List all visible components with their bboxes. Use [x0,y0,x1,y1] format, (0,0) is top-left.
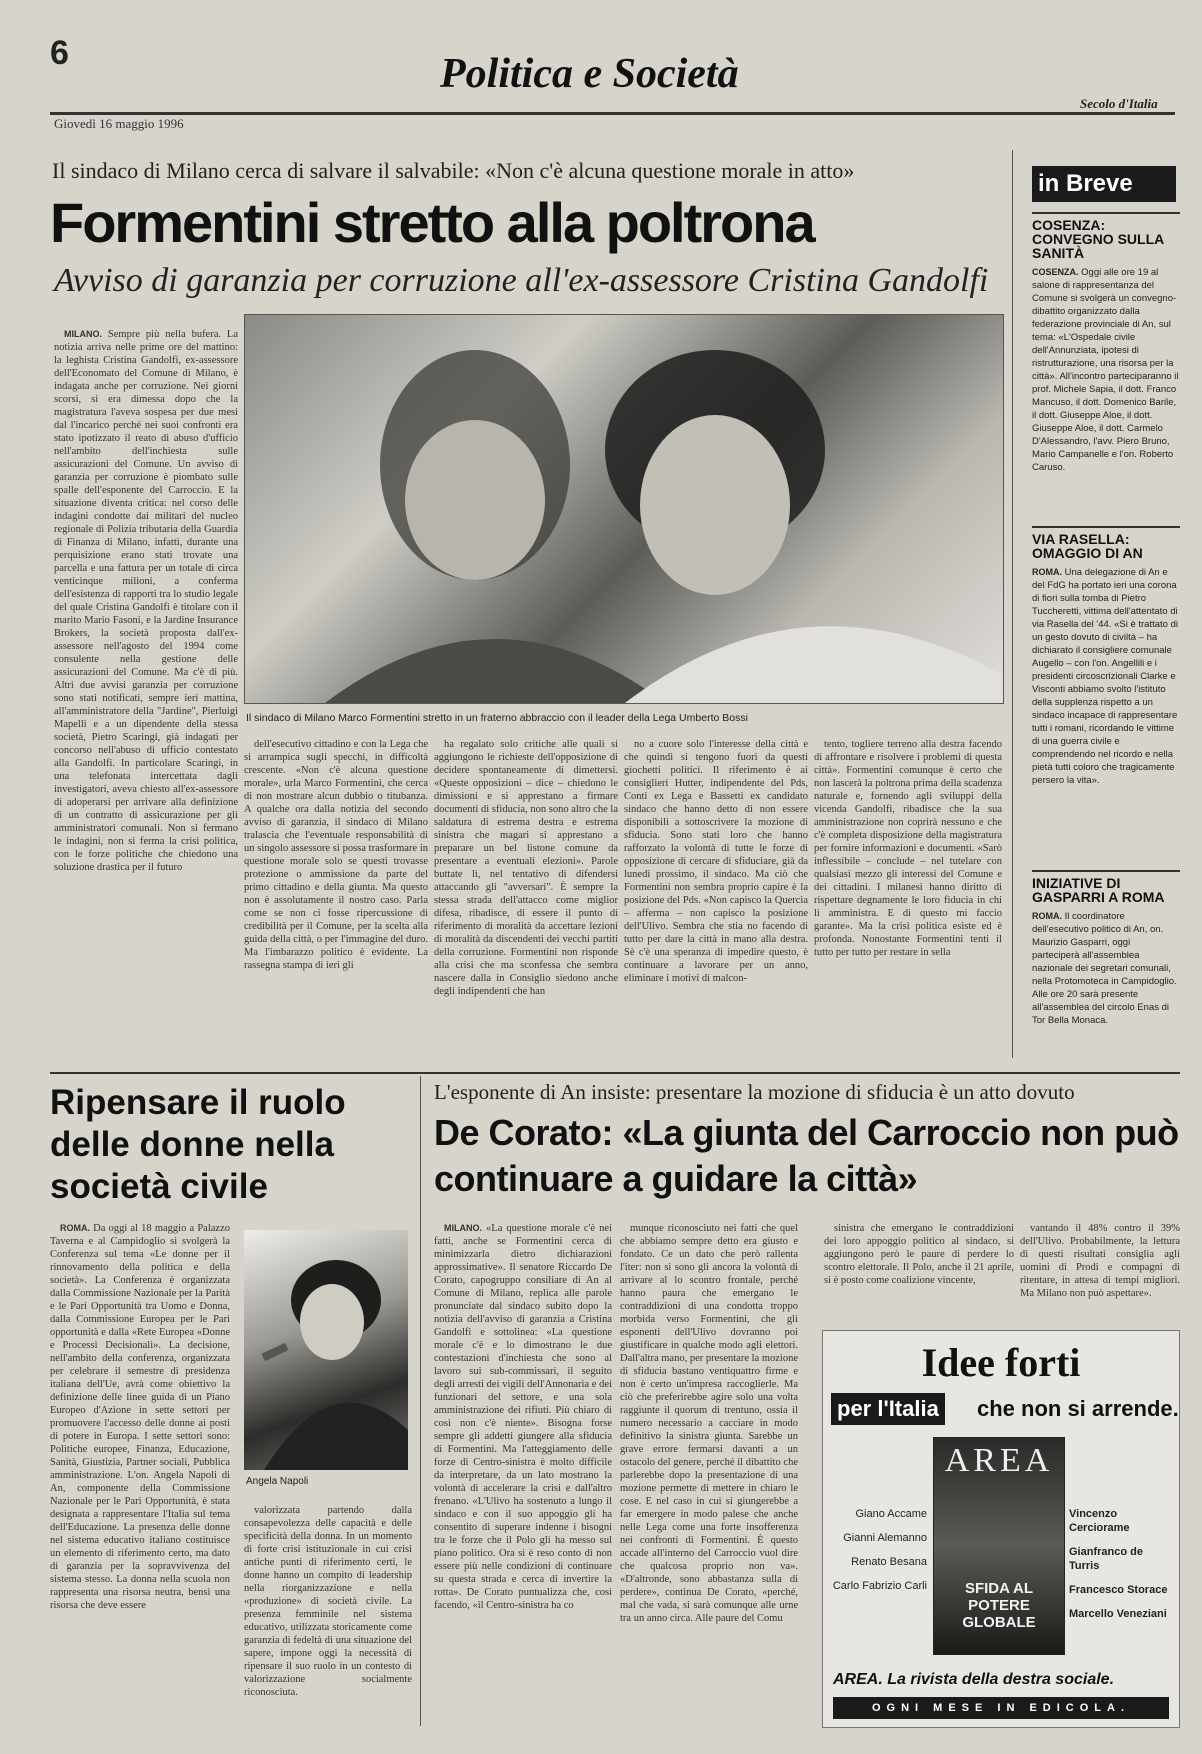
decorato-dateline: MILANO. [444,1223,482,1233]
decorato-kicker: L'esponente di An insiste: presentare la mozione di sfiducia è un atto dovuto [434,1080,1075,1104]
main-subheadline: Avviso di garanzia per corruzione all'ex-assessore Cristina Gandolfi [54,262,989,299]
decorato-col-2-text: munque riconosciuto nei fatti che quel che abbiamo sempre detto era giusto e fondato. Ce un dato che però rallenta l'iter: non si sono gli ancora la volontà di arrivare al lo scontro frontale, perché hanno paura che emergano le contraddizioni di una condotta troppo morbida verso Formentini, che gli esponenti dell'Ulivo dovranno poi giustificare in qualche modo agli elettori. Dall'altra mano, per presentare la mozione di sfiducia bastano ventiquattro firme e non è certo un'impresa raccoglierle. Ma ciò che preferirebbe agire solo una volta raggiunte il quorum di trentuno, ossia il numero necessario a cacciare in modo definitivo la sinistra giunta. Sarebbe un grave errore fermarsi davanti a un ostacolo del genere, perché il dibattito che parlerebbe dopo la presentazione di una mozione permette di mettere in chiaro le cose. E nel caso in cui si giungerebbe a far emergere in modo palese che anche nelle Lega come una forte insofferenza nei confronti di Formentini. È questo accade all'interno del Carroccio vuol dire che qualcosa proprio non va». «D'altronde, sono abbastanza sulla di perdere», continua De Corato, «perché, mal che vada, si sarà comunque alle urne tra un anno circa. Alle paure del Comu [620,1223,798,1624]
brief-dateline: ROMA. [1032,567,1062,577]
main-kicker: Il sindaco di Milano cerca di salvare il salvabile: «Non c'è alcuna questione morale in atto» [52,158,855,183]
main-col-5 [814,738,1002,1056]
ad-footer-main: AREA. La rivista della destra sociale. [833,1671,1115,1688]
ad-name: Carlo Fabrizio Carli [832,1580,927,1592]
brief-body [1032,266,1180,514]
decorato-col-2 [620,1222,798,1700]
brief-title: COSENZA: CONVEGNO SULLA SANITÀ [1032,217,1164,261]
area-advertisement [822,1330,1180,1728]
formentini-bossi-photo [244,314,1004,704]
ad-name: Vincenzo Cerciorame [1069,1508,1130,1534]
newspaper-name: Secolo d'Italia [1080,96,1158,111]
brief-rule [1032,870,1180,872]
brief-title: INIZIATIVE DI GASPARRI A ROMA [1032,875,1165,905]
brief-text: Il coordinatore dell'esecutivo politico di An, on. Maurizio Gasparri, oggi parteciperà all'assemblea nazionale dei segretari comunali, nella Protomoteca in Campidoglio. Alle ore 20 sarà presente all'assemblea del circolo Enas di Tor Bella Monaca. [1032,911,1177,1026]
section-rule [50,1072,1180,1074]
women-col-2-text: valorizzata partendo dalla consapevolezza delle capacità e delle specificità della donna. In un momento di forte crisi istituzionale in cui crisi antiche punti di riferimento certi, le donne hanno un compito di leadership nella riorganizzazione e nella «produzione» di società civile. La presenza femminile nel sistema educativo, utilizzata storicamente come garanzia di fedeltà di una situazione del sapere, impone oggi la necessità di ripensare il suo ruolo in un contesto di valorizzazione socialmente riconosciuta. [244,1505,412,1698]
main-col-1-text: Sempre più nella bufera. La notizia arriva nelle prime ore del mattino: la leghista Cristina Gandolfi, ex-assessore dell'Economato del Comune di Milano, è indagata anche per corruzione. Nei giorni scorsi, si era dimessa dopo che la magistratura l'aveva sospesa per due mesi dal l'incarico perché nei suoi confronti era stato ipotizzato il reato di abuso d'ufficio nell'ambito dell'inchiesta sulle assicurazioni del Comune. Un avviso di garanzia per corruzione è piombato sulle spalle dell'esponente del Carroccio. E la situazione diventa critica: nel corso delle indagini condotte dai militari del nucleo regionale di Polizia tributaria della Guardia di Finanza di Milano, infatti, durante una perquisizione erano stati trovate una parcella e una fattura per un totale di circa venticinque milioni, a conferma dell'esistenza di rapporti tra lo studio legale del quale Cristina Gandolfi è titolare con il marito Mario Fasoni, e la Jardine Insurance Brokers, la società proposta dall'ex-assessore nell'agosto del 1994 come consulente nella gestione delle assicurazioni del Comune. Ma c'è di più. Altri due avvisi garanzia per corruzione sono stati notificati, sempre ieri mattina, all'amministratore della "Jardine", Pierluigi Mapelli e a un dipendente della stessa società, Pietro Scaringi, già indagati per concorso nell'abuso di ufficio contestato alla Gandolfi. In particolare Scaringi, in una telefonata intercettata dagli investigatori, aveva chiesto all'ex-assessore di adoperarsi per arrivare alla definizione di un contratto di assicurazione per gli amministratori comunali. Non si fermano le indagini, non si ferma la crisi politica, con le forze politiche che chiedono una soluzione drastica per il futuro [54,329,238,873]
brief-body [1032,566,1180,888]
main-col-2-text: dell'esecutivo cittadino e con la Lega che si arrampica sugli specchi, in difficoltà crescente. «Non c'è alcuna questione morale», urla Marco Formentini, che cerca di non mostrare alcun dubbio o titubanza. A qualche ora dalla notizia del secondo avviso di garanzia, il sindaco di Milano tralascia che l'eventuale responsabilità di un singolo assessore si possa trasformare in questione morale solo se questi trovasse protezione o ammissione da parte del primo cittadino e della giunta. Ma questo non è assolutamente il nostro caso. Parla come se non ci fosse ripercussione di credibilità per il Comune, per la scelta alla guida della città, o per l'immagine del duro. Ma l'imbarazzo politico è evidente. La rassegna stampa di ieri gli [244,739,428,971]
brief-dateline: ROMA. [1032,911,1062,921]
women-col-1-text: Da oggi al 18 maggio a Palazzo Taverna e al Campidoglio si svolgerà la Conferenza sul tema «Le donne per il rinnovamento della politica e della società». La Conferenza è organizzata dalla Commissione Nazionale per la Parità e le Pari Opportunità tra Uomo e Donna, dalla Commissione Europea per le Pari opportunità e dalla «Rete Europea «Donne e Processi Decisionali». La decisione, nell'ambito della conferenza, organizzata per celebrare il semestre di presidenza italiana dell'Ue, avrà come obiettivo la definizione delle linee guida di un Piano Europeo d'Azione in sette settori per promuovere l'accesso delle donne ai posti di potere in Europa. I sette settori sono: Politiche europee, Finanza, Educazione, Sanità, Giustizia, Partner sociali, Pubblica amministrazione. L'on. Angela Napoli di An, componente della Commissione Nazionale per le Pari Opportunità, è stata designata a rappresentare l'Italia sul tema dell'Educazione. La presenza delle donne nel sistema educativo italiano costituisce un elemento di riferimento certo, ma dato di garanzia per la sopravvivenza del sistema stesso. La donna nella scuola non rappresenta una risorsa neutra, bensì una risorsa che deve essere [50,1223,230,1611]
brief-via-rasella [1032,526,1180,888]
decorato-col-3-text: sinistra che emergano le contraddizioni dei loro appoggio politico al sindaco, si aggiungono però le paure di perdere lo scontro elettorale. Il Polo, anche il 21 aprile, si è posto come coalizione vincente, [824,1223,1014,1286]
section-title: Politica e Società [440,51,739,97]
main-col-4-text: no a cuore solo l'interesse della città e che quindi si tengono fuori da questi giochetti politici. Il riferimento è ai consiglieri Hutter, indipendente del Pds, Conti ex Lega e Bassetti ex candidato sindaco che hanno detto di non essere disponibili a sottoscrivere la mozione di sfiducia. Sono stati loro che hanno rafforzato la volontà di tutte le forze di opposizione di cercare di sfiduciare, già da lunedì prossimo, il sindaco. Ma ciò che Formentini non sembra proprio capire è la posizione del Pds. «Non capisco la Quercia – afferma – non capisco la posizione dell'Ulivo. Sembra che stia no facendo di tutto per dare la città in mano alla destra. Sè c'è una speranza di impedire questo, è continuare a lavorare per un anno, eliminare i motivi di malcon- [624,739,808,984]
angela-napoli-photo [244,1230,408,1470]
brief-rule [1032,526,1180,528]
magazine-cover-text: SFIDA AL POTERE GLOBALE [962,1580,1036,1631]
ad-name: Marcello Veneziani [1069,1608,1167,1620]
ad-names-left [827,1507,927,1593]
main-col-4 [624,738,808,1056]
women-col-1 [50,1222,230,1700]
magazine-title: AREA [944,1442,1054,1479]
brief-gasparri [1032,870,1180,1060]
issue-date: Giovedì 16 maggio 1996 [54,116,184,131]
decorato-col-1 [434,1222,612,1700]
ad-name: Francesco Storace [1069,1584,1168,1596]
magazine-cover [933,1437,1065,1655]
women-dateline: ROMA. [60,1223,90,1233]
women-col-2 [244,1504,412,1702]
ad-badge: per l'Italia [831,1393,945,1425]
main-headline: Formentini stretto alla poltrona [50,191,814,254]
main-col-1 [54,328,238,873]
women-photo-caption: Angela Napoli [246,1476,309,1487]
ad-names-right [1069,1507,1173,1621]
brief-body [1032,910,1180,1060]
brief-rule [1032,212,1180,214]
brief-divider [1012,150,1013,1058]
brief-text: Una delegazione di An e del FdG ha portato ieri una corona di fiori sulla tomba di Pietro Tuccheretti, vittima dell'attentato di via Rasella del '44. «Si è trattato di un gesto dovuto di civiltà – ha dichiarato il consigliere comunale Augello – con l'on. Angellili e i presidenti circoscrizionali Clarke e Visconti abbiamo svolto l'istituto della supplenza rispetto a un sindaco incapace di rappresentare tutti i romani, ricordando le vittime di una guerra civile e comprendendo nel ricordo e nella pietà tutti coloro che tragicamente persero la vita». [1032,567,1178,786]
main-col-5-text: tento, togliere terreno alla destra facendo di affrontare e risolvere i problemi di questa città». Formentini comunque è certo che non lascerà la poltrona prima della scadenza naturale e, fornendo agli sviluppi della vicenda Gandolfi, ribadisce che la sua amministrazione non coprirà nessuno e che c'è completa disposizione della magistratura per fornire informazioni e documenti. «Sarò inflessibile – conclude – nel tutelare con qualsiasi mezzo gli interessi del Comune e dei cittadini. I milanesi hanno diritto di rispettare degnamente le loro fiducia in chi li amministra. E di questo mi faccio garante». Ma la crisi politica esiste ed è profonda. Nonostante Formentini tenti il tutto per tutto per restare in sella [814,739,1002,958]
decorato-col-1-text: «La questione morale c'è nei fatti, anche se Formentini cerca di minimizzarla dietro dichiarazioni approssimative». Il senatore Riccardo De Corato, capogruppo consiliare di An al Comune di Milano, replica alle parole pronunciate dal sindaco subito dopo la notizia dell'avviso di garanzia a Cristina Gandolfi e sottolinea: «La questione morale c'è e lo dimostrano le due contestazioni d'inchiesta che sono al lavoro sui sub-commissari, il seguito degli arresti dei vigili dell'Annonaria e dei funzionari del settore, e una sola amministrazione dei rifiuti. Più chiaro di così non c'è niente». Bisogna forse sempre gli addetti giungere alla sfiducia di Formentini. Ma l'atteggiamento delle forze di Centro-sinistra è molto difficile da interpretare, da un lato mostrano la volontà di accelerare la crisi e dall'altro frenano. «L'Ulivo ha sostenuto a lungo il sindaco e con il suo appoggio gli ha consentito di superare indenne i bisogni tra le forze che il Polo gli ha messo sul piano politico. Ora si è reso conto di non essere più nelle condizioni di continuare su questa strada e cerca di invertire la rotta». De Corato puntualizza che, così facendo, «il Centro-sinistra ha co [434,1223,612,1611]
main-col-1-cont [54,732,238,1056]
column-divider [420,1076,421,1726]
main-col-3-text: ha regalato solo critiche alle quali si aggiungono le richieste dell'opposizione di decidere spontaneamente di dimettersi. «Queste opposizioni – dice – chiedono le dimissioni e si apprestano a firmare documenti di sfiducia, non sono altro che la saldatura di estrema destra e estrema sinistra che magari si apprestano a preparare un bel listone comune da presentare a eventuali elezioni». Parole buttate lì, nel tentativo di difendersi attaccando gli "avversari". È sempre la stessa strada dell'attacco come miglior difesa, ribadisce, di essere il punto di riferimento di moralità da accettare lezioni di moralità da discendenti dei vecchi partiti della corruzione. Formentini non risponde alla crisi che ma sconfessa che sembra nascere dalla in Consiglio siedono anche degli indipendenti che han [434,739,618,997]
ad-name: Gianni Alemanno [843,1532,927,1544]
ad-name: Giano Accame [855,1508,927,1520]
main-photo-caption: Il sindaco di Milano Marco Formentini stretto in un fraterno abbraccio con il leader della Lega Umberto Bossi [246,712,748,724]
main-dateline: MILANO. [64,329,102,339]
header-rule [50,112,1175,115]
ad-tagline: che non si arrende. [977,1396,1179,1421]
ad-name: Renato Besana [851,1556,927,1568]
main-col-2 [244,738,428,1056]
decorato-col-4 [1020,1222,1180,1306]
brief-title: VIA RASELLA: OMAGGIO DI AN [1032,531,1143,561]
brief-dateline: COSENZA. [1032,267,1079,277]
brief-text: Oggi alle ore 19 al salone di rappresentanza del Comune si svolgerà un convegno-dibattito organizzato dalla federazione provinciale di An, sul tema: «L'Ospedale civile dell'Annunziata, ipotesi di ristrutturazione, una risorsa per la città». All'incontro parteciparanno il prof. Michele Sapia, il dott. Franco Mancuso, il dott. Domenico Barile, il dott. Giuseppe Aloe, il dott. Giuseppe Aloe, il dott. Carmelo D'Alessandro, l'avv. Piero Bruno, Mario Campanelle e l'on. Roberto Caruso. [1032,267,1179,473]
main-col-3 [434,738,618,1056]
decorato-col-4-text: vantando il 48% contro il 39% dell'Ulivo. Probabilmente, la lettura di questi risultati consiglia agli uomini di Prodi e compagni di ritentare, in attesa di tempi migliori. Ma Milano non può aspettare». [1020,1223,1180,1299]
decorato-col-3 [824,1222,1014,1306]
decorato-headline: De Corato: «La giunta del Carroccio non può continuare a guidare la città» [434,1112,1179,1199]
portrait-illustration [244,1230,408,1470]
women-headline: Ripensare il ruolo delle donne nella società civile [50,1083,346,1206]
photo-illustration [245,315,1003,703]
ad-headline: Idee forti [921,1340,1081,1385]
ad-name: Gianfranco de Turris [1069,1546,1143,1572]
ad-footer-sub: OGNI MESE IN EDICOLA. [833,1697,1169,1719]
brief-cosenza [1032,212,1180,514]
page-number: 6 [50,34,69,72]
briefs-header: in Breve [1032,166,1176,202]
